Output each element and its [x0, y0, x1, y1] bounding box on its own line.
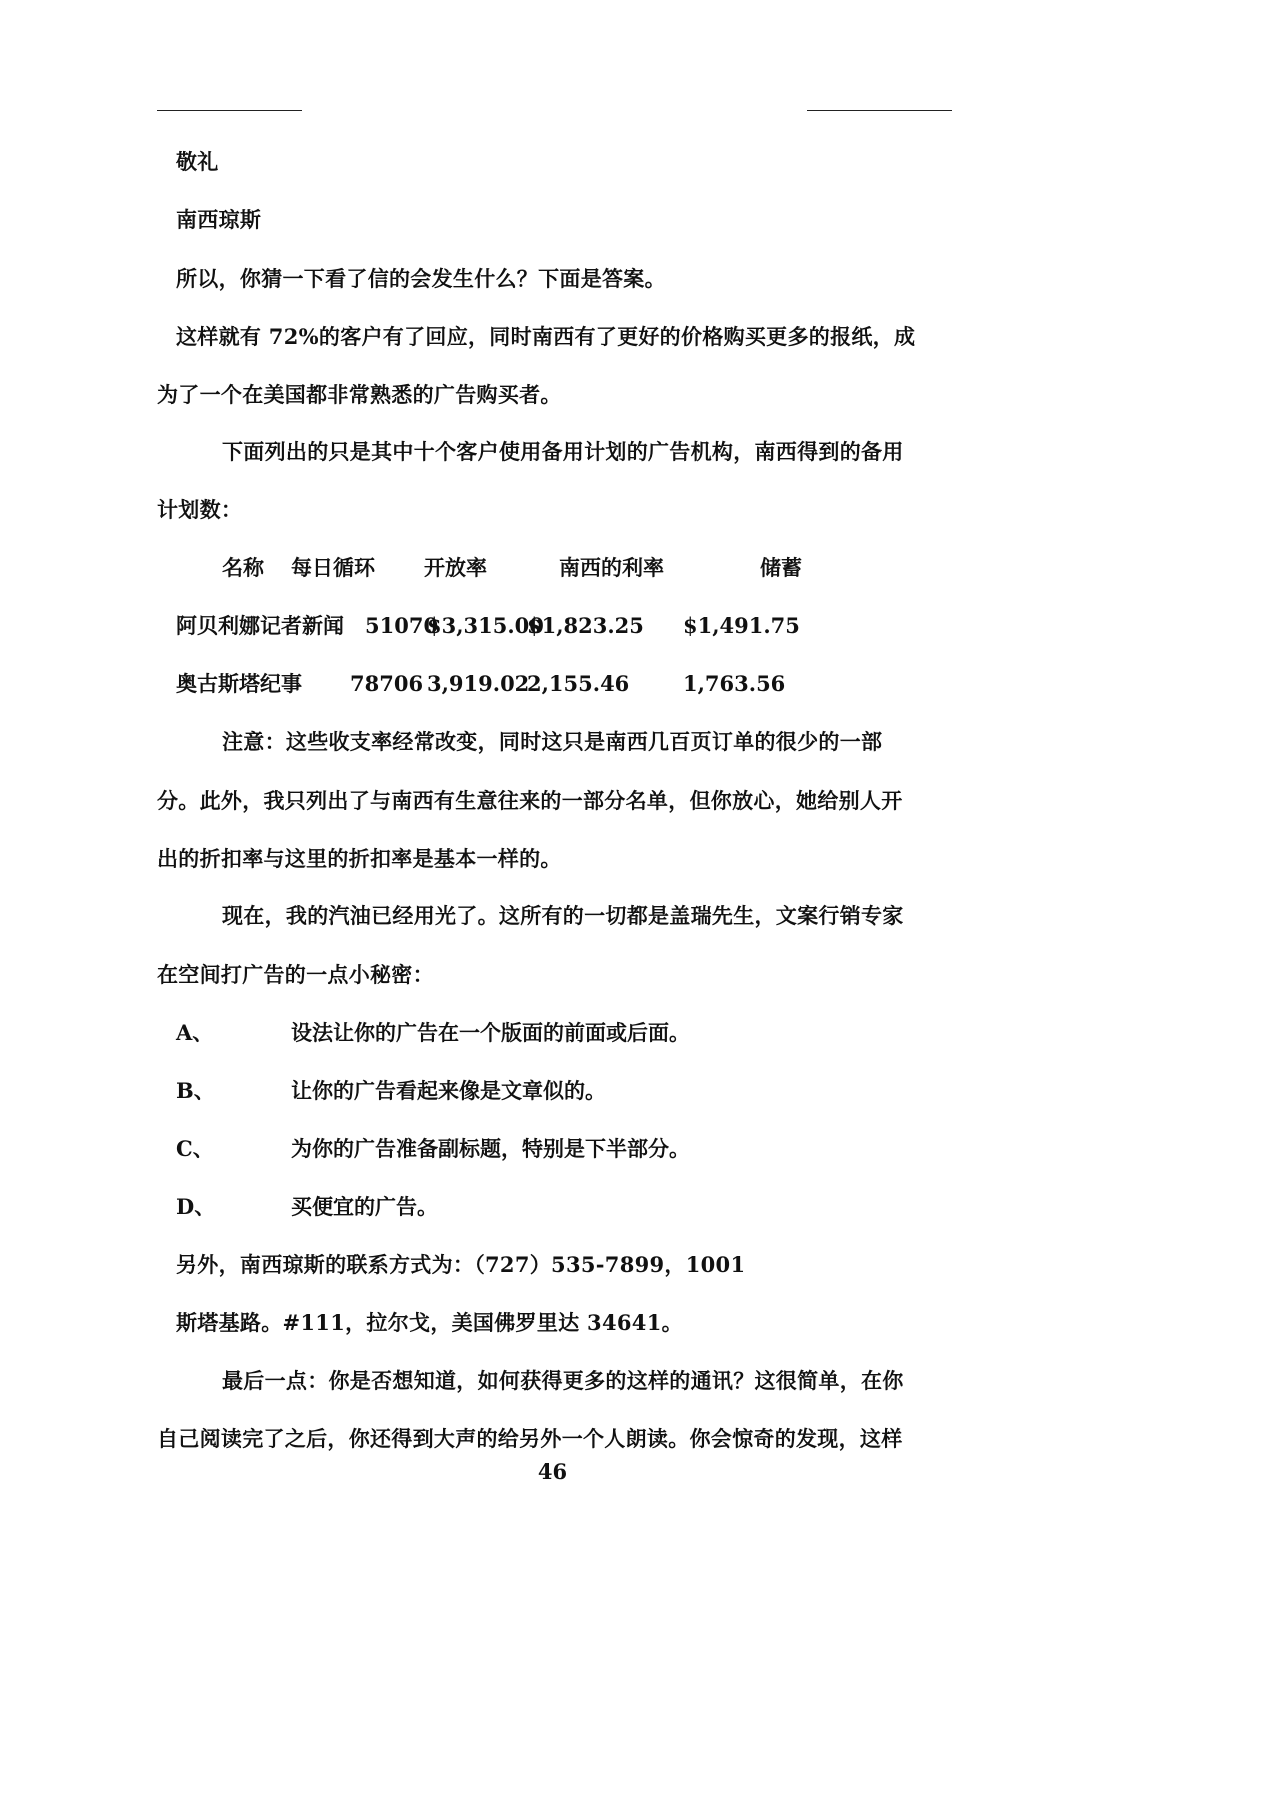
list-intro-line-2: 计划数：: [157, 497, 243, 522]
question-paragraph: 所以，你猜一下看了信的会发生什么？下面是答案。: [176, 266, 666, 291]
table-cell-row1-open-rate: $3,315.00: [427, 613, 544, 638]
contact-line-1: 另外，南西琼斯的联系方式为：（727）535-7899，1001: [176, 1252, 746, 1277]
result-paragraph-line-2: 为了一个在美国都非常熟悉的广告购买者。: [157, 382, 562, 407]
tip-b-letter: B、: [176, 1078, 215, 1103]
note-paragraph-line-3: 出的折扣率与这里的折扣率是基本一样的。: [157, 846, 562, 871]
note-paragraph-line-2: 分。此外，我只列出了与南西有生意往来的一部分名单，但你放心，她给别人开: [157, 788, 903, 813]
tip-c-letter: C、: [176, 1136, 214, 1161]
tip-a-text: 设法让你的广告在一个版面的前面或后面。: [291, 1020, 690, 1045]
header-rule-right: [807, 110, 952, 111]
list-intro-line-1: 下面列出的只是其中十个客户使用备用计划的广告机构，南西得到的备用: [222, 439, 904, 464]
table-cell-row2-open-rate: 3,919.02: [427, 671, 530, 696]
final-paragraph-line-1: 最后一点：你是否想知道，如何获得更多的这样的通讯？这很简单，在你: [222, 1368, 904, 1393]
letter-closing: 敬礼: [176, 149, 219, 174]
table-header-savings: 储蓄: [760, 555, 802, 580]
table-cell-row1-savings: $1,491.75: [683, 613, 800, 638]
letter-signature: 南西琼斯: [176, 207, 262, 232]
table-header-name: 名称: [222, 555, 264, 580]
gas-paragraph-line-1: 现在，我的汽油已经用光了。这所有的一切都是盖瑞先生，文案行销专家: [222, 903, 904, 928]
contact-line-2: 斯塔基路。#111，拉尔戈，美国佛罗里达 34641。: [176, 1310, 683, 1335]
table-cell-row1-name: 阿贝利娜记者新闻: [176, 613, 344, 638]
table-cell-row2-nancy-rate: 2,155.46: [527, 671, 630, 696]
tip-d-letter: D、: [176, 1194, 216, 1219]
tip-c-text: 为你的广告准备副标题，特别是下半部分。: [291, 1136, 690, 1161]
header-rule-left: [157, 110, 302, 111]
tip-d-text: 买便宜的广告。: [291, 1194, 438, 1219]
final-paragraph-line-2: 自己阅读完了之后，你还得到大声的给另外一个人朗读。你会惊奇的发现，这样: [157, 1426, 903, 1451]
table-cell-row2-name: 奥古斯塔纪事: [176, 671, 302, 696]
result-paragraph-line-1: 这样就有 72%的客户有了回应，同时南西有了更好的价格购买更多的报纸，成: [176, 324, 916, 349]
page-number: 46: [537, 1459, 568, 1484]
table-cell-row1-circulation: 51070: [365, 613, 439, 638]
table-cell-row2-savings: 1,763.56: [683, 671, 786, 696]
gas-paragraph-line-2: 在空间打广告的一点小秘密：: [157, 962, 434, 987]
table-header-open-rate: 开放率: [424, 555, 487, 580]
table-header-daily-circulation: 每日循环: [291, 555, 375, 580]
tip-b-text: 让你的广告看起来像是文章似的。: [291, 1078, 606, 1103]
tip-a-letter: A、: [176, 1020, 214, 1045]
table-cell-row1-nancy-rate: $1,823.25: [527, 613, 644, 638]
table-cell-row2-circulation: 78706: [350, 671, 424, 696]
note-paragraph-line-1: 注意：这些收支率经常改变，同时这只是南西几百页订单的很少的一部: [222, 729, 883, 754]
table-header-nancy-rate: 南西的利率: [559, 555, 664, 580]
